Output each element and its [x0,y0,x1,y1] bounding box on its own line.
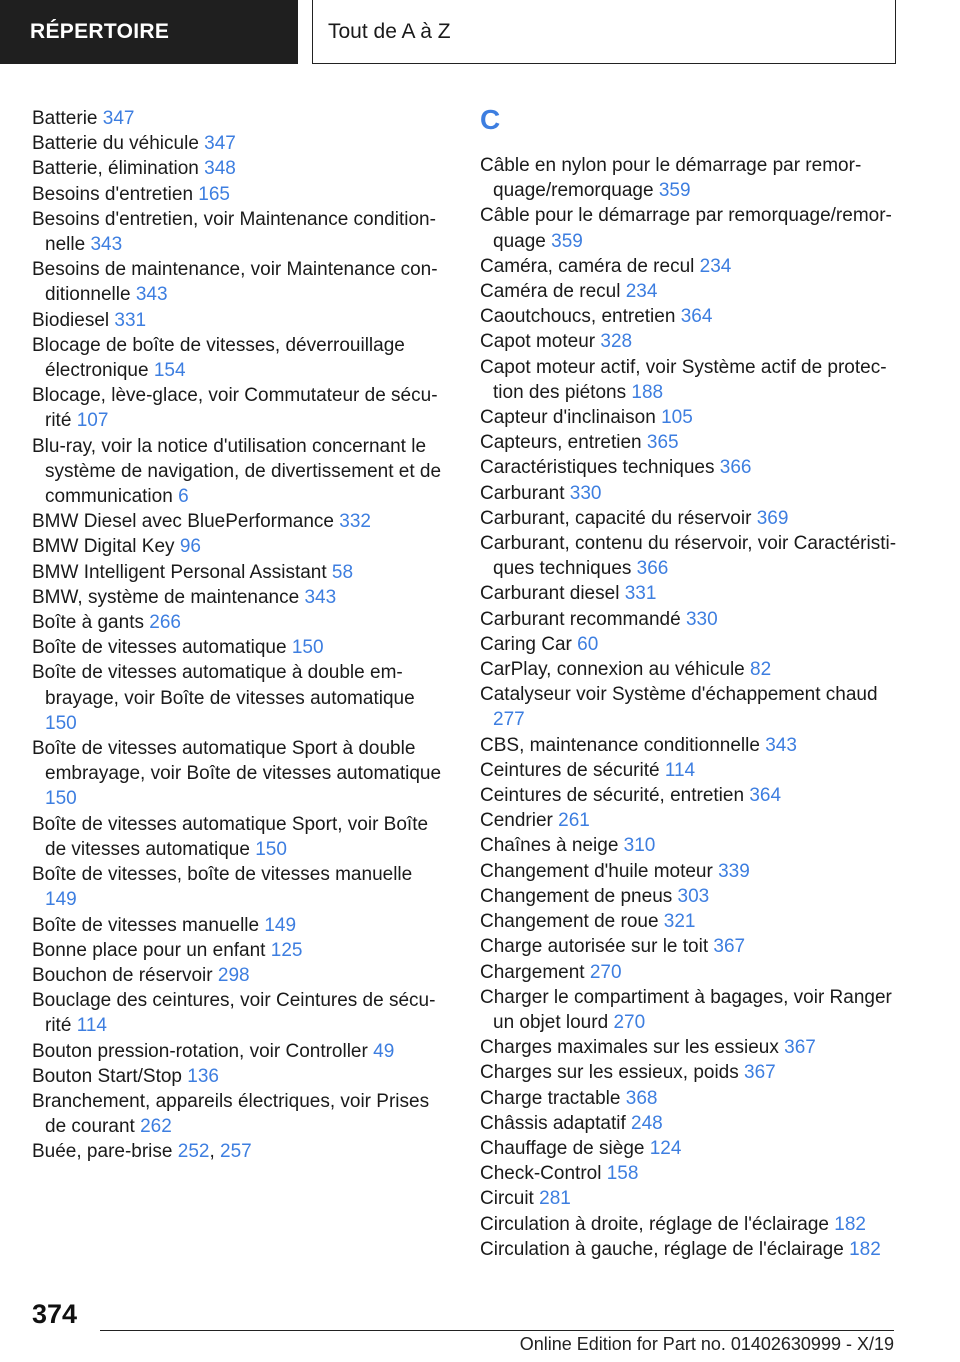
page-reference-link[interactable]: 367 [784,1037,816,1059]
index-term: Carburant [480,482,565,504]
index-entry [480,531,900,581]
index-entry [32,963,447,988]
index-term: Branchement, appareils électriques, voir Prises de courant [32,1090,430,1138]
index-term: Bouclage des ceintures, voir Ceintures de sécurité [32,990,436,1037]
page-reference-link[interactable]: 364 [749,785,782,807]
index-term: Carburant, contenu du réservoir, voir Caractéristiques techniques [480,533,897,580]
index-term: Charge autorisée sur le toit [480,936,709,958]
index-term: Besoins de maintenance, voir Maintenance conditionnelle [32,259,438,306]
page-reference-link[interactable]: 49 [373,1040,395,1062]
index-term: Charges maximales sur les essieux [480,1037,779,1059]
index-term: BMW, système de maintenance [32,586,300,608]
index-entry [480,304,900,329]
index-term: CarPlay, connexion au véhicule [480,659,745,681]
page-reference-link[interactable]: 330 [685,608,718,630]
index-entry [480,581,900,606]
index-entry [32,1064,447,1089]
index-term: Capteur d'inclinaison [480,407,656,429]
index-term: Bonne place pour un enfant [32,939,266,961]
page-reference-link[interactable]: 303 [677,885,710,907]
index-term: Caractéristiques techniques [480,457,715,479]
index-term: Boîte de vitesses automatique [32,637,287,659]
index-term: Capteurs, entretien [480,432,642,454]
page-reference-link[interactable]: 136 [187,1065,219,1087]
page-reference-link[interactable]: 281 [539,1188,571,1210]
page-reference-link[interactable]: 266 [149,612,181,634]
page-reference-link[interactable]: 124 [649,1137,682,1159]
index-entry [480,1111,900,1136]
index-term: Bouchon de réservoir [32,964,213,986]
page-reference-link[interactable]: 96 [179,536,201,558]
index-entry [480,909,900,934]
page-reference-link[interactable]: 331 [624,583,657,605]
index-entry [480,783,900,808]
index-term: Ceintures de sécurité [480,759,660,781]
index-entry [32,610,447,635]
index-term: Besoins d'entretien, voir Maintenance conditionnelle [32,208,436,256]
index-term: Circulation à droite, réglage de l'éclairage [480,1213,829,1235]
index-term: Blocage de boîte de vitesses, déverrouillage électronique [32,334,405,382]
index-entry [32,1039,447,1064]
index-entry [32,862,447,912]
index-term: Changement de roue [480,911,659,933]
page-reference-link[interactable]: 248 [631,1112,663,1134]
index-term: BMW Diesel avec BluePerformance [32,511,334,533]
page-reference-link[interactable]: 343 [135,284,168,306]
page-reference-link[interactable]: 343 [90,234,123,256]
index-term: CBS, maintenance conditionnelle [480,734,760,756]
index-entry [32,509,447,534]
page-reference-link[interactable]: 310 [623,835,656,857]
index-entry [480,279,900,304]
index-entry [32,434,447,510]
page-reference-link[interactable]: 150 [45,788,77,810]
index-term: Câble en nylon pour le démarrage par remorquage/remorquage [480,155,862,202]
index-entry [480,1060,900,1085]
index-term: Boîte à gants [32,612,144,634]
index-entry [480,607,900,632]
index-term: Ceintures de sécurité, entretien [480,785,745,807]
index-term: Chaînes à neige [480,835,619,857]
index-list-right [480,153,900,1262]
index-entry [32,257,447,307]
index-term: Boîte de vitesses automatique Sport, voir Boîte de vitesses automatique [32,813,429,860]
page-reference-link[interactable]: 182 [834,1213,866,1235]
index-entry [32,585,447,610]
index-entry [32,1089,447,1139]
page-reference-link[interactable]: 347 [102,108,135,129]
index-term: Circulation à gauche, réglage de l'éclairage [480,1238,844,1260]
index-entry [32,988,447,1038]
index-entry [32,660,447,736]
index-entry [480,1212,900,1237]
index-entry [32,308,447,333]
index-term: Changement de pneus [480,885,673,907]
index-column-left [32,106,447,1165]
index-entry [32,534,447,559]
page-reference-link[interactable]: 114 [76,1015,107,1037]
index-term: Circuit [480,1188,534,1210]
page-reference-link[interactable]: 262 [140,1116,172,1138]
index-term: Charger le compartiment à bagages, voir Ranger un objet lourd [480,986,892,1033]
index-term: Capot moteur actif, voir Système actif de protection des piétons [480,356,887,403]
page-reference-link[interactable]: 364 [680,306,713,328]
page-reference-link[interactable]: 321 [663,911,696,933]
index-entry [32,106,447,131]
index-entry [480,329,900,354]
page-reference-link[interactable]: 270 [613,1011,646,1033]
index-term: Câble pour le démarrage par remorquage/remorquage [480,205,892,252]
index-entry [480,254,900,279]
index-term: Biodiesel [32,309,110,331]
index-column-right [480,106,900,1262]
page-reference-link[interactable]: 298 [217,964,250,986]
index-entry: Buée, pare-brise 252, 257 [32,1141,252,1163]
page-reference-link[interactable]: 359 [658,180,691,202]
index-entry [480,758,900,783]
index-entry [480,1136,900,1161]
index-term: Boîte de vitesses manuelle [32,914,260,936]
page-reference-link[interactable]: 332 [339,511,371,533]
page-reference-link[interactable]: 366 [636,558,669,580]
page-reference-link[interactable]: 261 [558,810,590,832]
page-reference-link[interactable]: 107 [76,410,109,432]
page-reference-link[interactable]: 149 [45,889,77,911]
page-reference-link[interactable]: 367 [713,936,746,958]
index-entry [480,1035,900,1060]
page-reference-link[interactable]: 270 [589,961,622,983]
index-term: Boîte de vitesses automatique Sport à double embrayage, voir Boîte de vitesses automatique [32,738,442,785]
index-entry [32,736,447,812]
index-term: Batterie, élimination [32,158,199,180]
index-term: Charge tractable [480,1087,621,1109]
index-term: Blocage, lève-glace, voir Commutateur de sécurité [32,385,438,432]
page-reference-link[interactable]: 150 [291,637,324,659]
page-reference-link[interactable]: 365 [646,432,679,454]
index-entry [32,938,447,963]
index-entry [480,884,900,909]
index-entry [480,430,900,455]
index-entry [480,934,900,959]
index-term: BMW Digital Key [32,536,175,558]
index-entry [480,833,900,858]
index-term: Carburant, capacité du réservoir [480,507,752,529]
index-term: Besoins d'entretien [32,183,194,205]
page-reference-link[interactable]: 114 [664,759,696,781]
index-entry [480,1237,900,1262]
index-term: Chargement [480,961,585,983]
page-reference-link[interactable]: 58 [331,561,354,583]
index-entry [480,506,900,531]
index-entry [32,182,447,207]
page-reference-link[interactable]: 366 [719,457,752,479]
page-reference-link[interactable]: 339 [718,860,750,882]
index-entry [480,1161,900,1186]
index-term: Châssis adaptatif [480,1112,626,1134]
page-reference-link[interactable]: 330 [569,482,602,504]
footer-divider [100,1330,894,1331]
index-entry [32,812,447,862]
page-reference-link[interactable]: 331 [114,309,147,331]
index-term: Caoutchoucs, entretien [480,306,676,328]
index-entry [480,481,900,506]
page-reference-link[interactable]: 359 [551,230,583,252]
index-term: Charges sur les essieux, poids [480,1062,739,1084]
index-entry [480,808,900,833]
page-reference-link[interactable]: 154 [153,360,186,382]
index-term: Chauffage de siège [480,1137,645,1159]
page-reference-link[interactable]: 252 [177,1141,210,1163]
index-entry [32,131,447,156]
index-entry [480,960,900,985]
page-reference-link[interactable]: 369 [756,507,789,529]
index-term: BMW Intelligent Personal Assistant [32,561,327,583]
index-entry [480,1086,900,1111]
page-reference-link[interactable]: 149 [264,914,297,936]
index-entry [32,560,447,585]
page-reference-link[interactable]: 158 [606,1163,639,1185]
page-reference-link[interactable]: 348 [204,158,236,180]
index-term: Blu-ray, voir la notice d'utilisation concernant le système de navigation, de divertissement et de communication [32,435,442,508]
index-term: Cendrier [480,810,553,832]
page-reference-link[interactable]: 367 [744,1062,776,1084]
index-term: Batterie [32,108,98,129]
index-entry [480,632,900,657]
index-term: Changement d'huile moteur [480,860,713,882]
edition-note: Online Edition for Part no. 01402630999 - X/19 [519,1334,894,1354]
index-term: Caring Car [480,633,572,655]
page-reference-link[interactable]: 234 [699,255,732,277]
index-term: Bouton Start/Stop [32,1065,182,1087]
page-reference-link[interactable]: 188 [631,381,664,403]
index-entry [480,1186,900,1211]
section-letter: C [480,104,501,135]
section-subtitle: Tout de A à Z [312,0,896,64]
page-reference-link[interactable]: 343 [304,586,337,608]
index-entry [480,455,900,480]
index-entry [480,859,900,884]
index-term: Boîte de vitesses automatique à double embrayage, voir Boîte de vitesses automatique [32,662,415,709]
page-reference-link[interactable]: 165 [198,183,230,205]
page-reference-link[interactable]: 343 [765,734,797,756]
index-entry [480,657,900,682]
index-term: Caméra de recul [480,281,621,303]
index-term: Carburant diesel [480,583,620,605]
index-term: Bouton pression-rotation, voir Controller [32,1040,368,1062]
index-term: Buée, pare-brise [32,1141,173,1163]
index-entry [32,383,447,433]
index-term: Check-Control [480,1163,602,1185]
page-reference-link[interactable]: 257 [220,1141,252,1163]
index-entry [32,207,447,257]
page-reference-link[interactable]: 150 [45,712,77,734]
page-reference-link[interactable]: 82 [750,659,772,681]
index-entry [480,985,900,1035]
index-term: Capot moteur [480,331,596,353]
index-entry [32,333,447,383]
page-reference-link[interactable]: 277 [493,709,525,731]
page-reference-link[interactable]: 368 [625,1087,658,1109]
index-entry [480,682,900,732]
page-reference-link[interactable]: 234 [625,281,658,303]
index-term: Catalyseur voir Système d'échappement chaud [480,684,878,706]
index-term: Batterie du véhicule [32,133,199,155]
index-term: Boîte de vitesses, boîte de vitesses manuelle [32,864,413,886]
index-entry [32,156,447,181]
index-term: Caméra, caméra de recul [480,255,695,277]
section-tab: RÉPERTOIRE [0,0,298,64]
index-term: Carburant recommandé [480,608,681,630]
page-reference-link[interactable]: 328 [600,331,633,353]
page-reference-link[interactable]: 150 [255,838,287,860]
index-entry [32,913,447,938]
index-entry [480,355,900,405]
page-reference-link[interactable]: 105 [661,407,693,429]
index-entry [480,405,900,430]
index-entry [480,733,900,758]
page-reference-link[interactable]: 6 [178,486,189,508]
page-reference-link[interactable]: 125 [270,939,303,961]
page-number: 374 [32,1299,78,1329]
page-reference-link[interactable]: 347 [204,133,236,155]
page-reference-link[interactable]: 182 [849,1238,881,1260]
index-entry [480,153,900,203]
index-entry [480,203,900,253]
page-reference-link[interactable]: 60 [577,633,599,655]
index-entry [32,635,447,660]
